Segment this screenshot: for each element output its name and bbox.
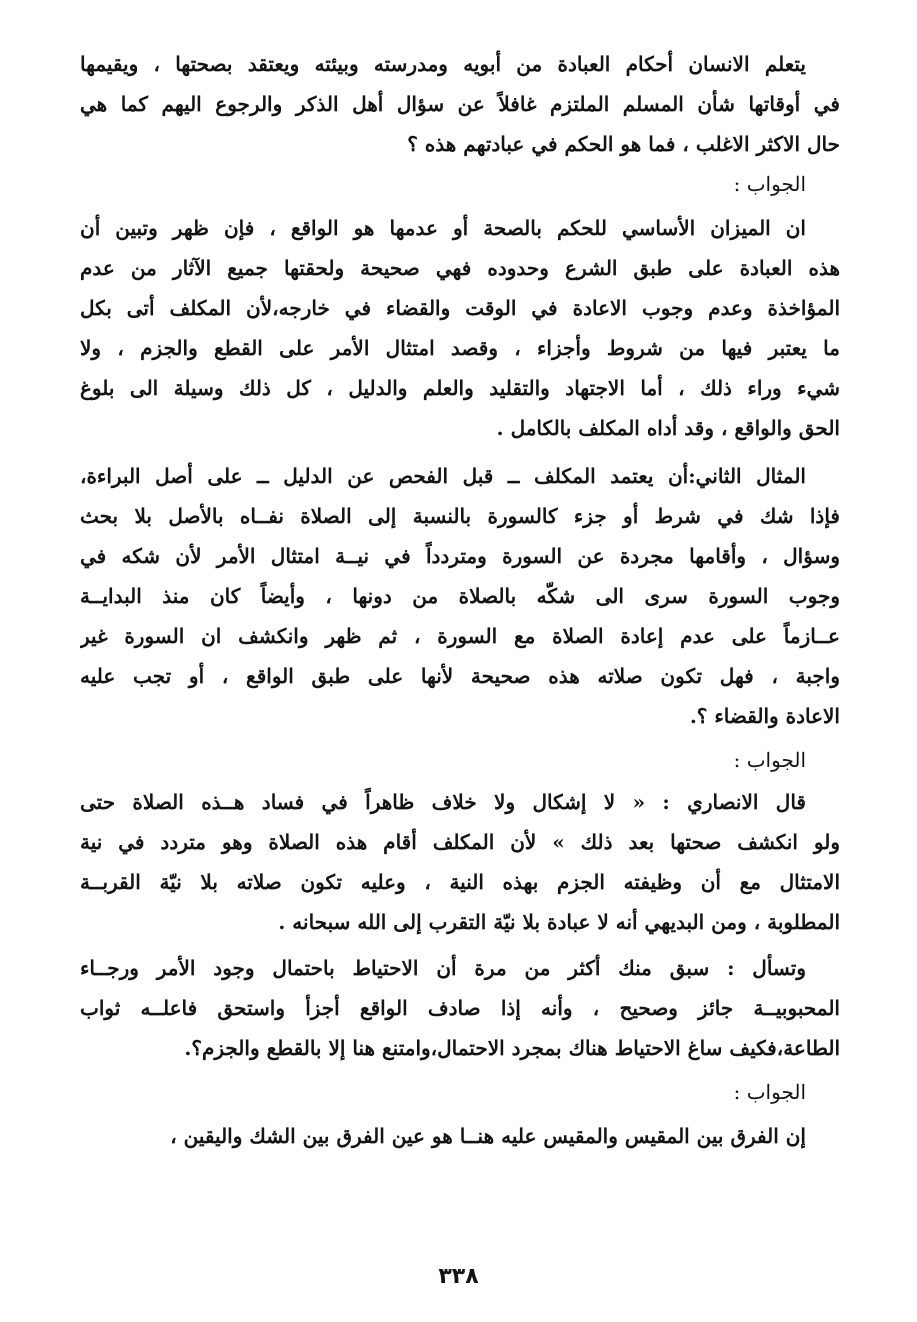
text-line: ولو انكشف صحتها بعد ذلك » لأن المكلف أقام هذه الصلاة وهو متردد في نية xyxy=(80,830,840,854)
text-line: ما يعتبر فيها من شروط وأجزاء ، وقصد امتثال الأمر على القطع والجزم ، ولا xyxy=(80,336,840,360)
text-line: واجبة ، فهل تكون صلاته هذه صحيحة لأنها على طبق الواقع ، أو تجب عليه xyxy=(80,664,840,688)
paragraph xyxy=(80,948,840,1068)
text-line: وسؤال ، وأقامها مجردة عن السورة ومتردداً في نيــة امتثال الأمر لأن شكه في xyxy=(80,544,840,568)
paragraph xyxy=(80,782,840,942)
text-line: الطاعة،فكيف ساغ الاحتياط هناك بمجرد الاحتمال،وامتنع هنا إلا بالقطع والجزم؟. xyxy=(184,1036,840,1060)
paragraph xyxy=(80,208,840,448)
page-text xyxy=(80,44,840,1156)
text-line: هذه العبادة على طبق الشرع وحدوده فهي صحيحة ولحقتها جميع الآثار من عدم xyxy=(80,256,840,280)
answer-heading xyxy=(80,740,840,780)
text-line: المطلوبة ، ومن البديهي أنه لا عبادة بلا نيّة التقرب إلى الله سبحانه . xyxy=(278,910,840,934)
text-line: الحق والواقع ، وقد أداه المكلف بالكامل . xyxy=(496,416,840,440)
heading-text: الجواب : xyxy=(733,172,806,196)
text-line: وجوب السورة سرى الى شكّه بالصلاة من دونها ، وأيضاً كان منذ البدايــة xyxy=(80,584,840,608)
text-line: حال الاكثر الاغلب ، فما هو الحكم في عبادتهم هذه ؟ xyxy=(407,132,840,156)
answer-heading xyxy=(80,1072,840,1112)
paragraph xyxy=(80,44,840,164)
text-flow xyxy=(80,44,840,1156)
answer-heading xyxy=(80,164,840,204)
text-line: ان الميزان الأساسي للحكم بالصحة أو عدمها هو الواقع ، فإن ظهر وتبين أن xyxy=(80,216,806,240)
text-line: المثال الثاني:أن يعتمد المكلف ــ قبل الفحص عن الدليل ــ على أصل البراءة، xyxy=(80,464,806,488)
text-line: الاعادة والقضاء ؟. xyxy=(689,704,840,728)
text-line: إن الفرق بين المقيس والمقيس عليه هنــا هو عين الفرق بين الشك واليقين ، xyxy=(170,1124,806,1148)
text-line: في أوقاتها شأن المسلم الملتزم غافلاً عن سؤال أهل الذكر والرجوع اليهم كما هي xyxy=(80,92,840,116)
text-line: المحبوبيــة جائز وصحيح ، وأنه إذا صادف الواقع أجزأ واستحق فاعلــه ثواب xyxy=(80,996,840,1020)
text-line: وتسأل : سبق منك أكثر من مرة أن الاحتياط باحتمال وجود الأمر ورجــاء xyxy=(80,956,806,980)
text-line: فإذا شك في شرط أو جزء كالسورة بالنسبة إلى الصلاة نفــاه بالأصل بلا بحث xyxy=(80,504,840,528)
text-line: شيء وراء ذلك ، أما الاجتهاد والتقليد والعلم والدليل ، كل ذلك وسيلة الى بلوغ xyxy=(80,376,840,400)
text-line: يتعلم الانسان أحكام العبادة من أبويه ومدرسته وبيئته ويعتقد بصحتها ، ويقيمها xyxy=(80,52,806,76)
text-line: الامتثال مع أن وظيفته الجزم بهذه النية ، وعليه تكون صلاته بلا نيّة القربــة xyxy=(80,870,840,894)
heading-text: الجواب : xyxy=(733,1080,806,1104)
text-line: قال الانصاري : « لا إشكال ولا خلاف ظاهراً في فساد هــذه الصلاة حتى xyxy=(80,790,806,814)
text-line: المؤاخذة وعدم وجوب الاعادة في الوقت والقضاء في خارجه،لأن المكلف أتى بكل xyxy=(80,296,840,320)
paragraph xyxy=(80,1116,840,1156)
paragraph xyxy=(80,456,840,736)
page-number: ٣٣٨ xyxy=(438,1264,479,1289)
text-line: عــازماً على عدم إعادة الصلاة مع السورة ، ثم ظهر وانكشف ان السورة غير xyxy=(80,624,840,648)
heading-text: الجواب : xyxy=(733,748,806,772)
